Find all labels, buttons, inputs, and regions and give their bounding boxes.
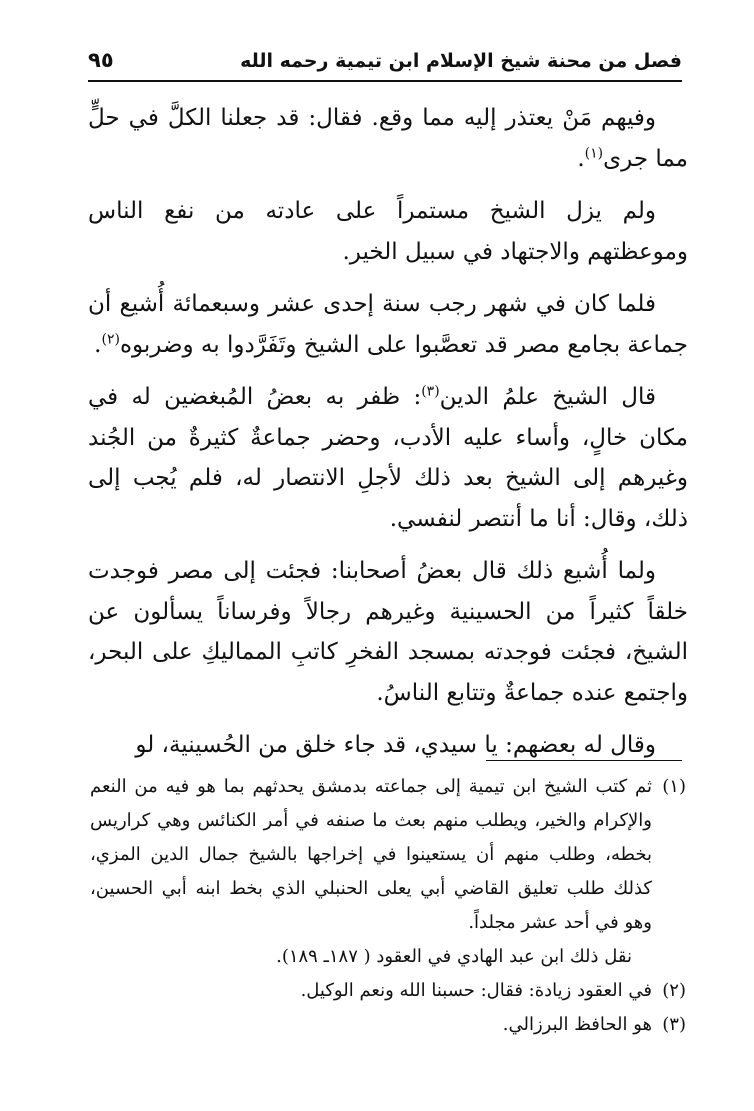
paragraph: قال الشيخ علمُ الدين$^{(٣)}$: ظفر به بعضُ المُبغضين له في مكان خالٍ، وأساء عليه الأدب، وحضر جماعةٌ كثيرةٌ من الجُند وغيرهم إلى الشيخ بعد ذلك لأجلِ الانتصار له، فلم يُجب إلى ذلك، وقال: أنا ما أنتصر لنفسي. <box>88 383 688 532</box>
footnote <box>90 1008 686 1042</box>
footnote <box>90 770 686 940</box>
footnote-source-note: نقل ذلك ابن عبد الهادي في العقود ( ١٨٧ـ ١٨٩). <box>276 946 632 967</box>
paragraph: ولما أُشيع ذلك قال بعضُ أصحابنا: فجئت إلى مصر فوجدت خلقاً كثيراً من الحسينية وغيرهم رجالاً وفرساناً يسألون عن الشيخ، فجئت فوجدته بمسجد الفخرِ كاتبِ المماليكِ على البحر، واجتمع عنده جماعةٌ وتتابع الناسُ. <box>88 558 688 706</box>
page-number: ٩٥ <box>88 48 114 72</box>
footnote-mark: (٢) <box>662 980 686 1001</box>
footnote-ref: (١) <box>584 144 604 161</box>
paragraph: ولم يزل الشيخ مستمراً على عادته من نفع الناس وموعظتهم والاجتهاد في سبيل الخير. <box>88 198 688 265</box>
running-title: فصل من محنة شيخ الإسلام ابن تيمية رحمه الله <box>240 50 682 72</box>
footnote-mark: (٣) <box>662 1014 686 1035</box>
footnote-text: في العقود زيادة: فقال: حسبنا الله ونعم الوكيل. <box>300 980 652 1001</box>
footnote-text: هو الحافظ البرزالي. <box>502 1014 652 1035</box>
paragraph: وفيهم مَنْ يعتذر إليه مما وقع. فقال: قد جعلنا الكلَّ في حلٍّ مما جرى$^{(١)}$. <box>88 105 688 172</box>
footnote-text: ثم كتب الشيخ ابن تيمية إلى جماعته بدمشق يحدثهم بما هو فيه من النعم والإكرام والخير، ويطلب منهم بعث ما صنفه في أمر الكنائس وهي كراريس بخطه، وطلب منهم أن يستعينوا في إخراجها بالشيخ جمال الدين المزي، كذلك طلب تعليق القاضي أبي يعلى الحنبلي الذي بخط ابنه أبي الحسين، وهو في أحد عشر مجلداً. <box>90 776 652 933</box>
page-header <box>88 40 682 82</box>
footnotes <box>90 770 686 1042</box>
footnote-mark: (١) <box>662 776 686 797</box>
footnote-ref: (٣) <box>421 383 440 400</box>
footnote <box>90 974 686 1008</box>
paragraph: وقال له بعضهم: يا سيدي، قد جاء خلق من الحُسينية، لو <box>135 732 656 758</box>
footnote-divider <box>486 760 682 761</box>
footnote-ref: (٢) <box>101 330 120 347</box>
main-text <box>88 98 688 778</box>
paragraph: فلما كان في شهر رجب سنة إحدى عشر وسبعمائة أُشيع أن جماعة بجامع مصر قد تعصَّبوا على الشيخ وتَفَرَّدوا به وضربوه$^{(٢)}$. <box>88 291 688 358</box>
